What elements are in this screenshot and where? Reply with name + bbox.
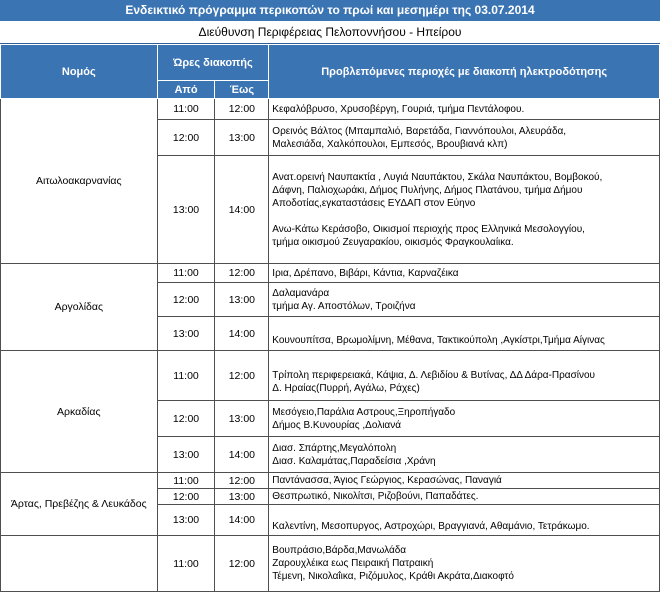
header-areas: Προβλεπόμενες περιοχές με διακοπή ηλεκτροδότησης [269,45,660,99]
areas-cell [269,283,660,317]
header-to: Έως [215,81,269,99]
area-line [272,210,656,223]
areas-cell [269,489,660,505]
nomos-cell: Άρτας, Πρεβέζης & Λευκάδος [1,473,158,536]
areas-cell [269,505,660,536]
from-time-cell: 13:00 [157,156,215,264]
area-line [272,507,656,520]
area-line: Τρίπολη περιφερειακά, Κάψια, Δ. Λεβιδίου & Βυτίνας, ΔΔ Δάρα-Πρασίνου [272,370,595,381]
area-line: Ανατ.ορεινή Ναυπακτία , Λυγιά Ναυπάκτου, Σκάλα Ναυπάκτου, Βομβοκού, [272,171,603,183]
from-time-cell: 13:00 [157,505,215,536]
areas-cell [269,156,660,264]
to-time-cell: 13:00 [215,401,269,437]
areas-cell [269,536,660,592]
from-time-cell: 13:00 [157,437,215,473]
table-row [1,99,660,120]
areas-cell [269,351,660,401]
to-time-cell: 12:00 [215,473,269,489]
to-time-cell: 12:00 [215,351,269,401]
areas-cell [269,264,660,283]
document-title: Ενδεικτικό πρόγραμμα περικοπών το πρωί και μεσημέρι της 03.07.2014 [0,0,660,21]
areas-cell [269,437,660,473]
document-subtitle: Διεύθυνση Περιφέρειας Πελοποννήσου - Ηπείρου [0,21,660,44]
area-line: Διασ. Καλαμάτας,Παραδείσια ,Χράνη [272,455,436,467]
area-line: Αποδοτίας,εγκαταστάσεις ΕΥΔΑΠ στον Εύηνο [272,197,476,209]
areas-cell [269,473,660,489]
area-line: Ανω-Κάτω Κεράσοβο, Οικισμοί περιοχής προς Ελληνικά Μεσολογγίου, [272,223,585,235]
area-line: Δαλαμανάρα [272,287,330,299]
area-line: Ζαρουχλέικα εως Πειραική Πατραική [272,558,434,569]
area-line: Δ. Ηραίας(Πυρρή, Αγάλω, Ράχες) [272,383,420,394]
to-time-cell: 12:00 [215,536,269,592]
area-line: Κουνουπίτσα, Βρωμολίμνη, Μέθανα, Τακτικούπολη ,Αγκίστρι,Τμήμα Αίγινας [272,334,605,346]
header-from: Από [157,81,215,99]
to-time-cell: 13:00 [215,283,269,317]
area-line: Διασ. Σπάρτης,Μεγαλόπολη [272,442,397,454]
area-line [272,321,656,334]
to-time-cell: 14:00 [215,317,269,351]
from-time-cell: 13:00 [157,317,215,351]
from-time-cell: 11:00 [157,99,215,120]
to-time-cell: 14:00 [215,156,269,264]
areas-cell [269,120,660,156]
area-line: Δήμος Β.Κυνουρίας ,Δολιανά [272,419,401,431]
from-time-cell: 11:00 [157,473,215,489]
area-line: τμήμα οικισμού Ζευγαρακίου, οικισμός Φραγκουλαίικα. [272,236,514,248]
header-hours: Ώρες διακοπής [157,45,269,81]
nomos-cell [1,536,158,592]
nomos-cell: Αιτωλοακαρνανίας [1,99,158,264]
from-time-cell: 12:00 [157,489,215,505]
from-time-cell: 11:00 [157,264,215,283]
areas-cell [269,99,660,120]
nomos-cell: Αργολίδας [1,264,158,351]
area-line: τμήμα Αγ. Αποστόλων, Τροιζήνα [272,300,416,312]
area-line: Μεσόγειο,Παράλια Αστρους,Ξηροπήγαδο [272,406,456,418]
area-line: Κεφαλόβρυσο, Χρυσοβέργη, Γουριά, τμήμα Πεντάλοφου. [272,103,525,115]
area-line: Καλεντίνη, Μεσοπυργος, Αστροχώρι, Βραγγιανά, Αθαμάνιο, Τετράκωμο. [272,521,590,532]
from-time-cell: 11:00 [157,536,215,592]
area-line: Βουπράσιο,Βάρδα,Μανωλάδα [272,545,407,556]
to-time-cell: 14:00 [215,505,269,536]
to-time-cell: 12:00 [215,99,269,120]
table-row [1,351,660,401]
to-time-cell: 12:00 [215,264,269,283]
area-line: Μαλεσιάδα, Χαλκόπουλοι, Εμπεσός, Βρουβιανά κλπ) [272,138,508,150]
area-line [272,356,656,369]
area-line: Δάφνη, Παλιοχωράκι, Δήμος Πυλήνης, Δήμος Πλατάνου, τμήμα Δήμου [272,184,583,196]
area-line: Θεσπρωτικό, Νικολίτσι, Ριζοβούνι, Παπαδάτες. [272,491,479,502]
from-time-cell: 11:00 [157,351,215,401]
table-row [1,473,660,489]
area-line: Ιρια, Δρέπανο, Βιβάρι, Κάντια, Καρναζέικα [272,267,459,279]
to-time-cell: 14:00 [215,437,269,473]
from-time-cell: 12:00 [157,283,215,317]
table-row [1,536,660,592]
schedule-table [0,44,660,592]
areas-cell [269,317,660,351]
nomos-cell: Αρκαδίας [1,351,158,473]
area-line: Τέμενη, Νικολαΐικα, Ριζόμυλος, Κράθι Ακράτα,Διακοφτό [272,571,514,582]
header-nomos: Νομός [1,45,158,99]
from-time-cell: 12:00 [157,401,215,437]
area-line: Ορεινός Βάλτος (Μπαμπαλιό, Βαρετάδα, Γιαννόπουλοι, Αλευράδα, [272,125,567,137]
from-time-cell: 12:00 [157,120,215,156]
to-time-cell: 13:00 [215,120,269,156]
areas-cell [269,401,660,437]
to-time-cell: 13:00 [215,489,269,505]
area-line: Παντάνασσα, Άγιος Γεώργιος, Κερασώνας, Παναγιά [272,475,502,486]
table-row [1,264,660,283]
